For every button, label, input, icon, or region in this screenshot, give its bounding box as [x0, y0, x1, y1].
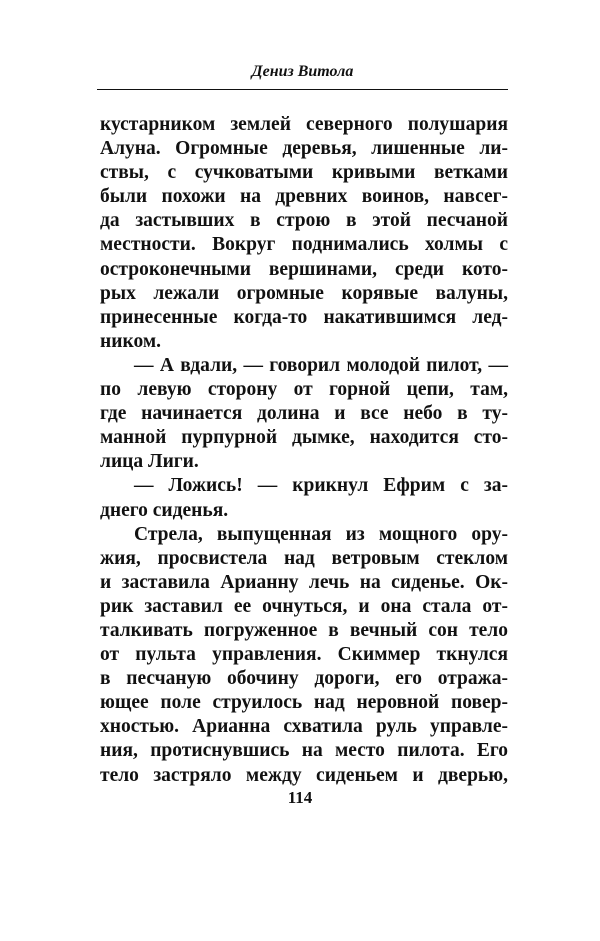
text-line: остроконечными вершинами, среди кото-	[100, 258, 508, 280]
page-number: 114	[287, 788, 313, 807]
text-line: ником.	[100, 330, 161, 352]
text-line: Алуна. Огромные деревья, лишенные ли-	[100, 138, 508, 160]
text-line: где начинается долина и все небо в ту-	[100, 403, 508, 425]
text-line: по левую сторону от горной цепи, там,	[100, 379, 508, 401]
text-line: лица Лиги.	[100, 451, 199, 473]
text-line: ствы, с сучковатыми кривыми ветками	[100, 162, 508, 184]
text-line: кустарником землей северного полушария	[100, 114, 508, 135]
text-line: ния, протиснувшись на место пилота. Его	[100, 740, 508, 762]
text-line: местности. Вокруг поднимались холмы с	[100, 234, 508, 256]
text-line: принесенные когда-то накатившимся лед-	[100, 306, 508, 328]
text-line: жия, просвистела над ветровым стеклом	[100, 547, 508, 569]
text-line: Стрела, выпущенная из мощного ору-	[134, 523, 508, 545]
page-body	[100, 113, 508, 788]
text-line: манной пурпурной дымке, находится сто-	[100, 427, 508, 449]
text-line: были похожи на древних воинов, навсег-	[100, 186, 508, 208]
running-header: Дениз Витола	[251, 63, 354, 80]
text-line: талкивать погруженное в вечный сон тело	[100, 619, 508, 641]
text-line: рых лежали огромные корявые валуны,	[100, 282, 508, 304]
text-line: — Ложись! — крикнул Ефрим с за-	[134, 475, 508, 497]
text-line: и заставила Арианну лечь на сиденье. Ок-	[100, 571, 508, 593]
text-line: от пульта управления. Скиммер ткнулся	[100, 644, 508, 666]
header-rule	[97, 89, 508, 90]
text-line: ющее поле струилось над неровной повер-	[100, 692, 508, 714]
text-line: да застывших в строю в этой песчаной	[100, 210, 508, 232]
text-line: тело застряло между сиденьем и дверью,	[100, 764, 508, 786]
text-line: днего сиденья.	[100, 499, 229, 521]
text-line: в песчаную обочину дороги, его отража-	[100, 668, 508, 690]
text-line: — А вдали, — говорил молодой пилот, —	[134, 354, 508, 376]
text-line: рик заставил ее очнуться, и она стала от-	[100, 595, 508, 617]
text-line: хностью. Арианна схватила руль управле-	[100, 716, 508, 738]
